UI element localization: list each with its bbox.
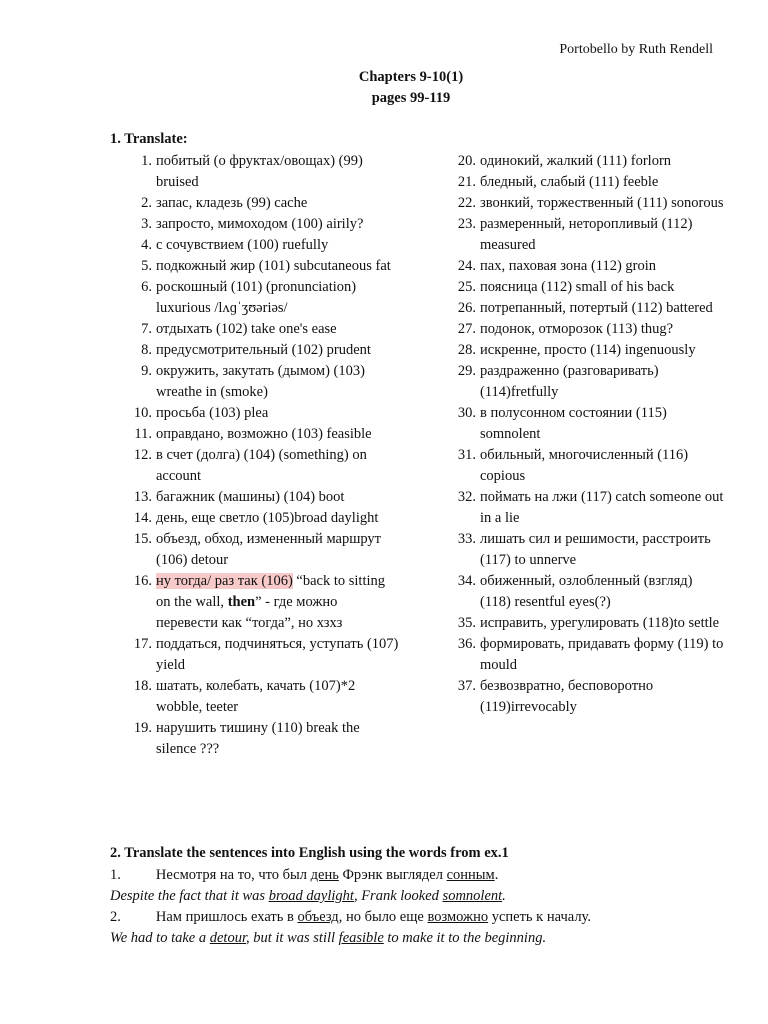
list-item <box>110 424 400 445</box>
list-item <box>434 676 724 718</box>
list-item <box>110 487 400 508</box>
list-item <box>434 214 724 256</box>
section1-heading: 1. Translate: <box>110 131 188 147</box>
list-item <box>110 361 400 403</box>
item-text: формировать, придавать форму (119) to mould <box>480 636 724 673</box>
list-item <box>110 529 400 571</box>
item-number: 7. <box>141 321 152 337</box>
item-number: 18. <box>133 678 152 694</box>
list-item <box>434 340 724 361</box>
list-item <box>110 676 400 718</box>
item-text: обиженный, озлобленный (взгляд) (118) resentful eyes(?) <box>480 573 693 610</box>
item-text: размеренный, неторопливый (112) measured <box>480 216 693 253</box>
item-number: 23. <box>457 216 476 232</box>
item-text: поясница (112) small of his back <box>480 279 675 295</box>
sentence-text: . <box>494 867 499 883</box>
item-text: шатать, колебать, качать (107)*2 wobble, teeter <box>156 678 356 715</box>
item-text: нарушить тишину (110) break the silence ??? <box>156 720 360 757</box>
item-text: предусмотрительный (102) prudent <box>156 342 371 358</box>
sentence-text: успеть к началу. <box>488 909 591 925</box>
list-item <box>434 361 724 403</box>
item-number: 29. <box>457 363 476 379</box>
sentence-text: Despite the fact that it was <box>110 888 269 904</box>
list-item <box>110 634 400 676</box>
underlined-word: broad daylight <box>268 888 354 904</box>
sentence-text: , but it was still <box>246 930 339 946</box>
item-number: 22. <box>457 195 476 211</box>
item-text: роскошный (101) (pronunciation) luxurious /lʌɡˈʒʊəriəs/ <box>156 279 357 316</box>
list-item <box>110 277 400 319</box>
item-text: в счет (долга) (104) (something) on account <box>156 447 367 484</box>
underlined-word: объезд <box>297 909 339 925</box>
item-number: 6. <box>141 279 152 295</box>
underlined-word: возможно <box>427 909 489 925</box>
list-item <box>110 214 400 235</box>
item-number: 19. <box>133 720 152 736</box>
item-number: 15. <box>133 531 152 547</box>
item-text: лишать сил и решимости, расстроить (117) to unnerve <box>480 531 711 568</box>
item-text: с сочувствием (100) ruefully <box>156 237 329 253</box>
sentence-text: Несмотря на то, что был <box>155 867 311 883</box>
english-translation-2 <box>110 928 730 949</box>
document-source: Portobello by Ruth Rendell <box>559 42 713 57</box>
sentence-text: Фрэнк выглядел <box>338 867 447 883</box>
item-text: искренне, просто (114) ingenuously <box>480 342 696 358</box>
list-item <box>434 445 724 487</box>
item-text: побитый (о фруктах/овощах) (99) bruised <box>156 153 363 190</box>
item-number: 16. <box>133 573 152 589</box>
list-item <box>434 634 724 676</box>
item-text: бледный, слабый (111) feeble <box>480 174 659 190</box>
sentence-number: 2. <box>110 909 121 925</box>
list-item <box>434 319 724 340</box>
item-number: 26. <box>457 300 476 316</box>
list-item <box>110 718 400 760</box>
item-text: пах, паховая зона (112) groin <box>480 258 657 274</box>
item-text: потрепанный, потертый (112) battered <box>480 300 713 316</box>
list-item <box>110 403 400 424</box>
item-text: просьба (103) plea <box>156 405 269 421</box>
item-number: 36. <box>457 636 476 652</box>
item-text: объезд, обход, измененный маршрут (106) detour <box>156 531 382 568</box>
section2-heading: 2. Translate the sentences into English using the words from ex.1 <box>110 845 509 861</box>
item-number: 25. <box>457 279 476 295</box>
item-number: 8. <box>141 342 152 358</box>
sentence-text: We had to take a <box>110 930 210 946</box>
item-number: 4. <box>141 237 152 253</box>
item-number: 17. <box>133 636 152 652</box>
underlined-word: сонным <box>446 867 495 883</box>
item-text: багажник (машины) (104) boot <box>156 489 345 505</box>
english-translation-1 <box>110 886 730 907</box>
item-number: 9. <box>141 363 152 379</box>
item-number: 1. <box>141 153 152 169</box>
list-item <box>434 529 724 571</box>
underlined-word: feasible <box>338 930 384 946</box>
list-item <box>110 193 400 214</box>
item-text: подонок, отморозок (113) thug? <box>480 321 674 337</box>
underlined-word: somnolent <box>442 888 503 904</box>
list-item <box>434 571 724 613</box>
item-text: поддаться, подчиняться, уступать (107) yield <box>156 636 399 673</box>
list-item <box>434 193 724 214</box>
item-number: 34. <box>457 573 476 589</box>
item-text: окружить, закутать (дымом) (103) wreathe in (smoke) <box>156 363 365 400</box>
item-number: 28. <box>457 342 476 358</box>
list-item <box>434 172 724 193</box>
item-number: 14. <box>133 510 152 526</box>
item-text: обильный, многочисленный (116) copious <box>480 447 689 484</box>
list-item <box>434 613 724 634</box>
russian-sentence-1 <box>110 865 730 886</box>
item-number: 33. <box>457 531 476 547</box>
item-number: 5. <box>141 258 152 274</box>
item-number: 21. <box>457 174 476 190</box>
item-text: подкожный жир (101) subcutaneous fat <box>156 258 391 274</box>
underlined-word: день <box>310 867 339 883</box>
underlined-word: detour <box>209 930 246 946</box>
item-text: ” - где можно перевести как “тогда”, но хзхз <box>156 594 343 631</box>
item-number: 10. <box>133 405 152 421</box>
list-item <box>110 235 400 256</box>
item-text: раздраженно (разговаривать) (114)fretfully <box>480 363 659 400</box>
item-number: 27. <box>457 321 476 337</box>
list-item <box>434 256 724 277</box>
list-item <box>110 319 400 340</box>
item-text: день, еще светло (105)broad daylight <box>156 510 379 526</box>
list-item <box>110 445 400 487</box>
item-number: 24. <box>457 258 476 274</box>
list-item <box>434 277 724 298</box>
list-item <box>434 487 724 529</box>
item-text: оправдано, возможно (103) feasible <box>156 426 372 442</box>
item-number: 3. <box>141 216 152 232</box>
list-item <box>110 508 400 529</box>
item-number: 2. <box>141 195 152 211</box>
sentence-text: , но было еще <box>338 909 428 925</box>
item-text: запросто, мимоходом (100) airily? <box>156 216 364 232</box>
list-item <box>434 403 724 445</box>
item-number: 37. <box>457 678 476 694</box>
list-item <box>110 256 400 277</box>
item-number: 20. <box>457 153 476 169</box>
list-item <box>434 151 724 172</box>
item-text: звонкий, торжественный (111) sonorous <box>480 195 724 211</box>
item-number: 12. <box>133 447 152 463</box>
item-text: запас, кладезь (99) cache <box>156 195 308 211</box>
item-text: исправить, урегулировать (118)to settle <box>480 615 720 631</box>
item-number: 31. <box>457 447 476 463</box>
sentence-number: 1. <box>110 867 121 883</box>
item-text: поймать на лжи (117) catch someone out in a lie <box>480 489 724 526</box>
item-text: одинокий, жалкий (111) forlorn <box>480 153 672 169</box>
sentence-text: , Frank looked <box>353 888 443 904</box>
list-item <box>110 571 400 634</box>
item-number: 13. <box>133 489 152 505</box>
highlighted-text: ну тогда/ раз так (106) <box>156 573 293 589</box>
item-number: 32. <box>457 489 476 505</box>
translate-list-right <box>434 151 724 718</box>
item-text: безвозвратно, бесповоротно (119)irrevocably <box>480 678 654 715</box>
russian-sentence-2 <box>110 907 730 928</box>
list-item <box>110 340 400 361</box>
list-item <box>110 151 400 193</box>
item-number: 35. <box>457 615 476 631</box>
item-text: отдыхать (102) take one's ease <box>156 321 337 337</box>
sentence-text: . <box>502 888 506 904</box>
item-number: 30. <box>457 405 476 421</box>
chapters-title: Chapters 9-10(1) <box>358 69 464 85</box>
sentence-text: Нам пришлось ехать в <box>155 909 298 925</box>
item-text: в полусонном состоянии (115) somnolent <box>480 405 667 442</box>
item-number: 11. <box>134 426 152 442</box>
sentence-text: to make it to the beginning. <box>383 930 547 946</box>
pages-title: pages 99-119 <box>371 90 451 106</box>
item-text: “back to sitting on the wall, <box>156 573 386 610</box>
bold-word: then <box>227 594 256 610</box>
translate-list-left <box>110 151 400 760</box>
list-item <box>434 298 724 319</box>
